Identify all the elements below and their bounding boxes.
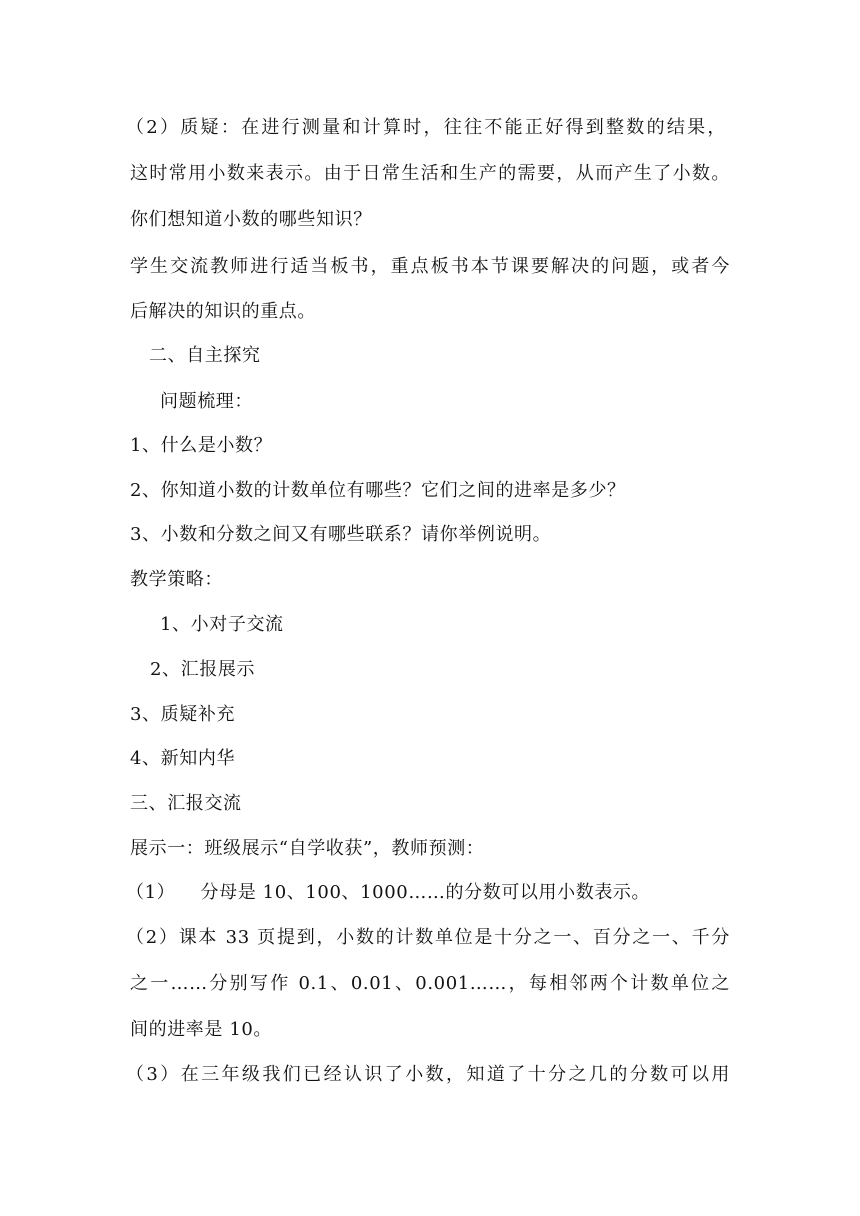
subheading-problem-sorting: 问题梳理：: [160, 391, 253, 412]
list-item: 3、质疑补充: [130, 704, 236, 725]
section-heading-report-exchange: 三、汇报交流: [130, 793, 242, 814]
paragraph-line: 间的进率是 10。: [130, 1019, 273, 1040]
paragraph-line: 学生交流教师进行适当板书，重点板书本节课要解决的问题，或者今: [130, 256, 730, 277]
list-item: 4、新知内华: [130, 748, 236, 769]
subheading-teaching-strategy: 教学策略：: [130, 569, 223, 590]
paragraph-line: 后解决的知识的重点。: [130, 301, 316, 322]
paragraph-line: 之一……分别写作 0.1、0.01、0.001……，每相邻两个计数单位之: [130, 973, 730, 994]
list-item: （2）课本 33 页提到，小数的计数单位是十分之一、百分之一、千分: [126, 927, 730, 948]
list-item: 1、什么是小数？: [130, 435, 273, 456]
paragraph-line: 展示一：班级展示“自学收获”，教师预测：: [130, 838, 485, 859]
paragraph-line-questioning: （2）质疑：在进行测量和计算时，往往不能正好得到整数的结果，: [126, 117, 726, 138]
paragraph-line: 这时常用小数来表示。由于日常生活和生产的需要，从而产生了小数。: [130, 163, 730, 184]
list-item: 3、小数和分数之间又有哪些联系？请你举例说明。: [130, 524, 552, 545]
list-item: （3）在三年级我们已经认识了小数，知道了十分之几的分数可以用: [126, 1064, 730, 1085]
list-item: 1、小对子交流: [160, 614, 284, 635]
list-item: 2、汇报展示: [150, 659, 256, 680]
list-item: （1） 分母是 10、100、1000……的分数可以用小数表示。: [126, 882, 651, 903]
section-heading-self-inquiry: 二、自主探究: [149, 345, 261, 366]
list-item: 2、你知道小数的计数单位有哪些？它们之间的进率是多少？: [130, 480, 626, 501]
paragraph-line: 你们想知道小数的哪些知识？: [130, 209, 372, 230]
